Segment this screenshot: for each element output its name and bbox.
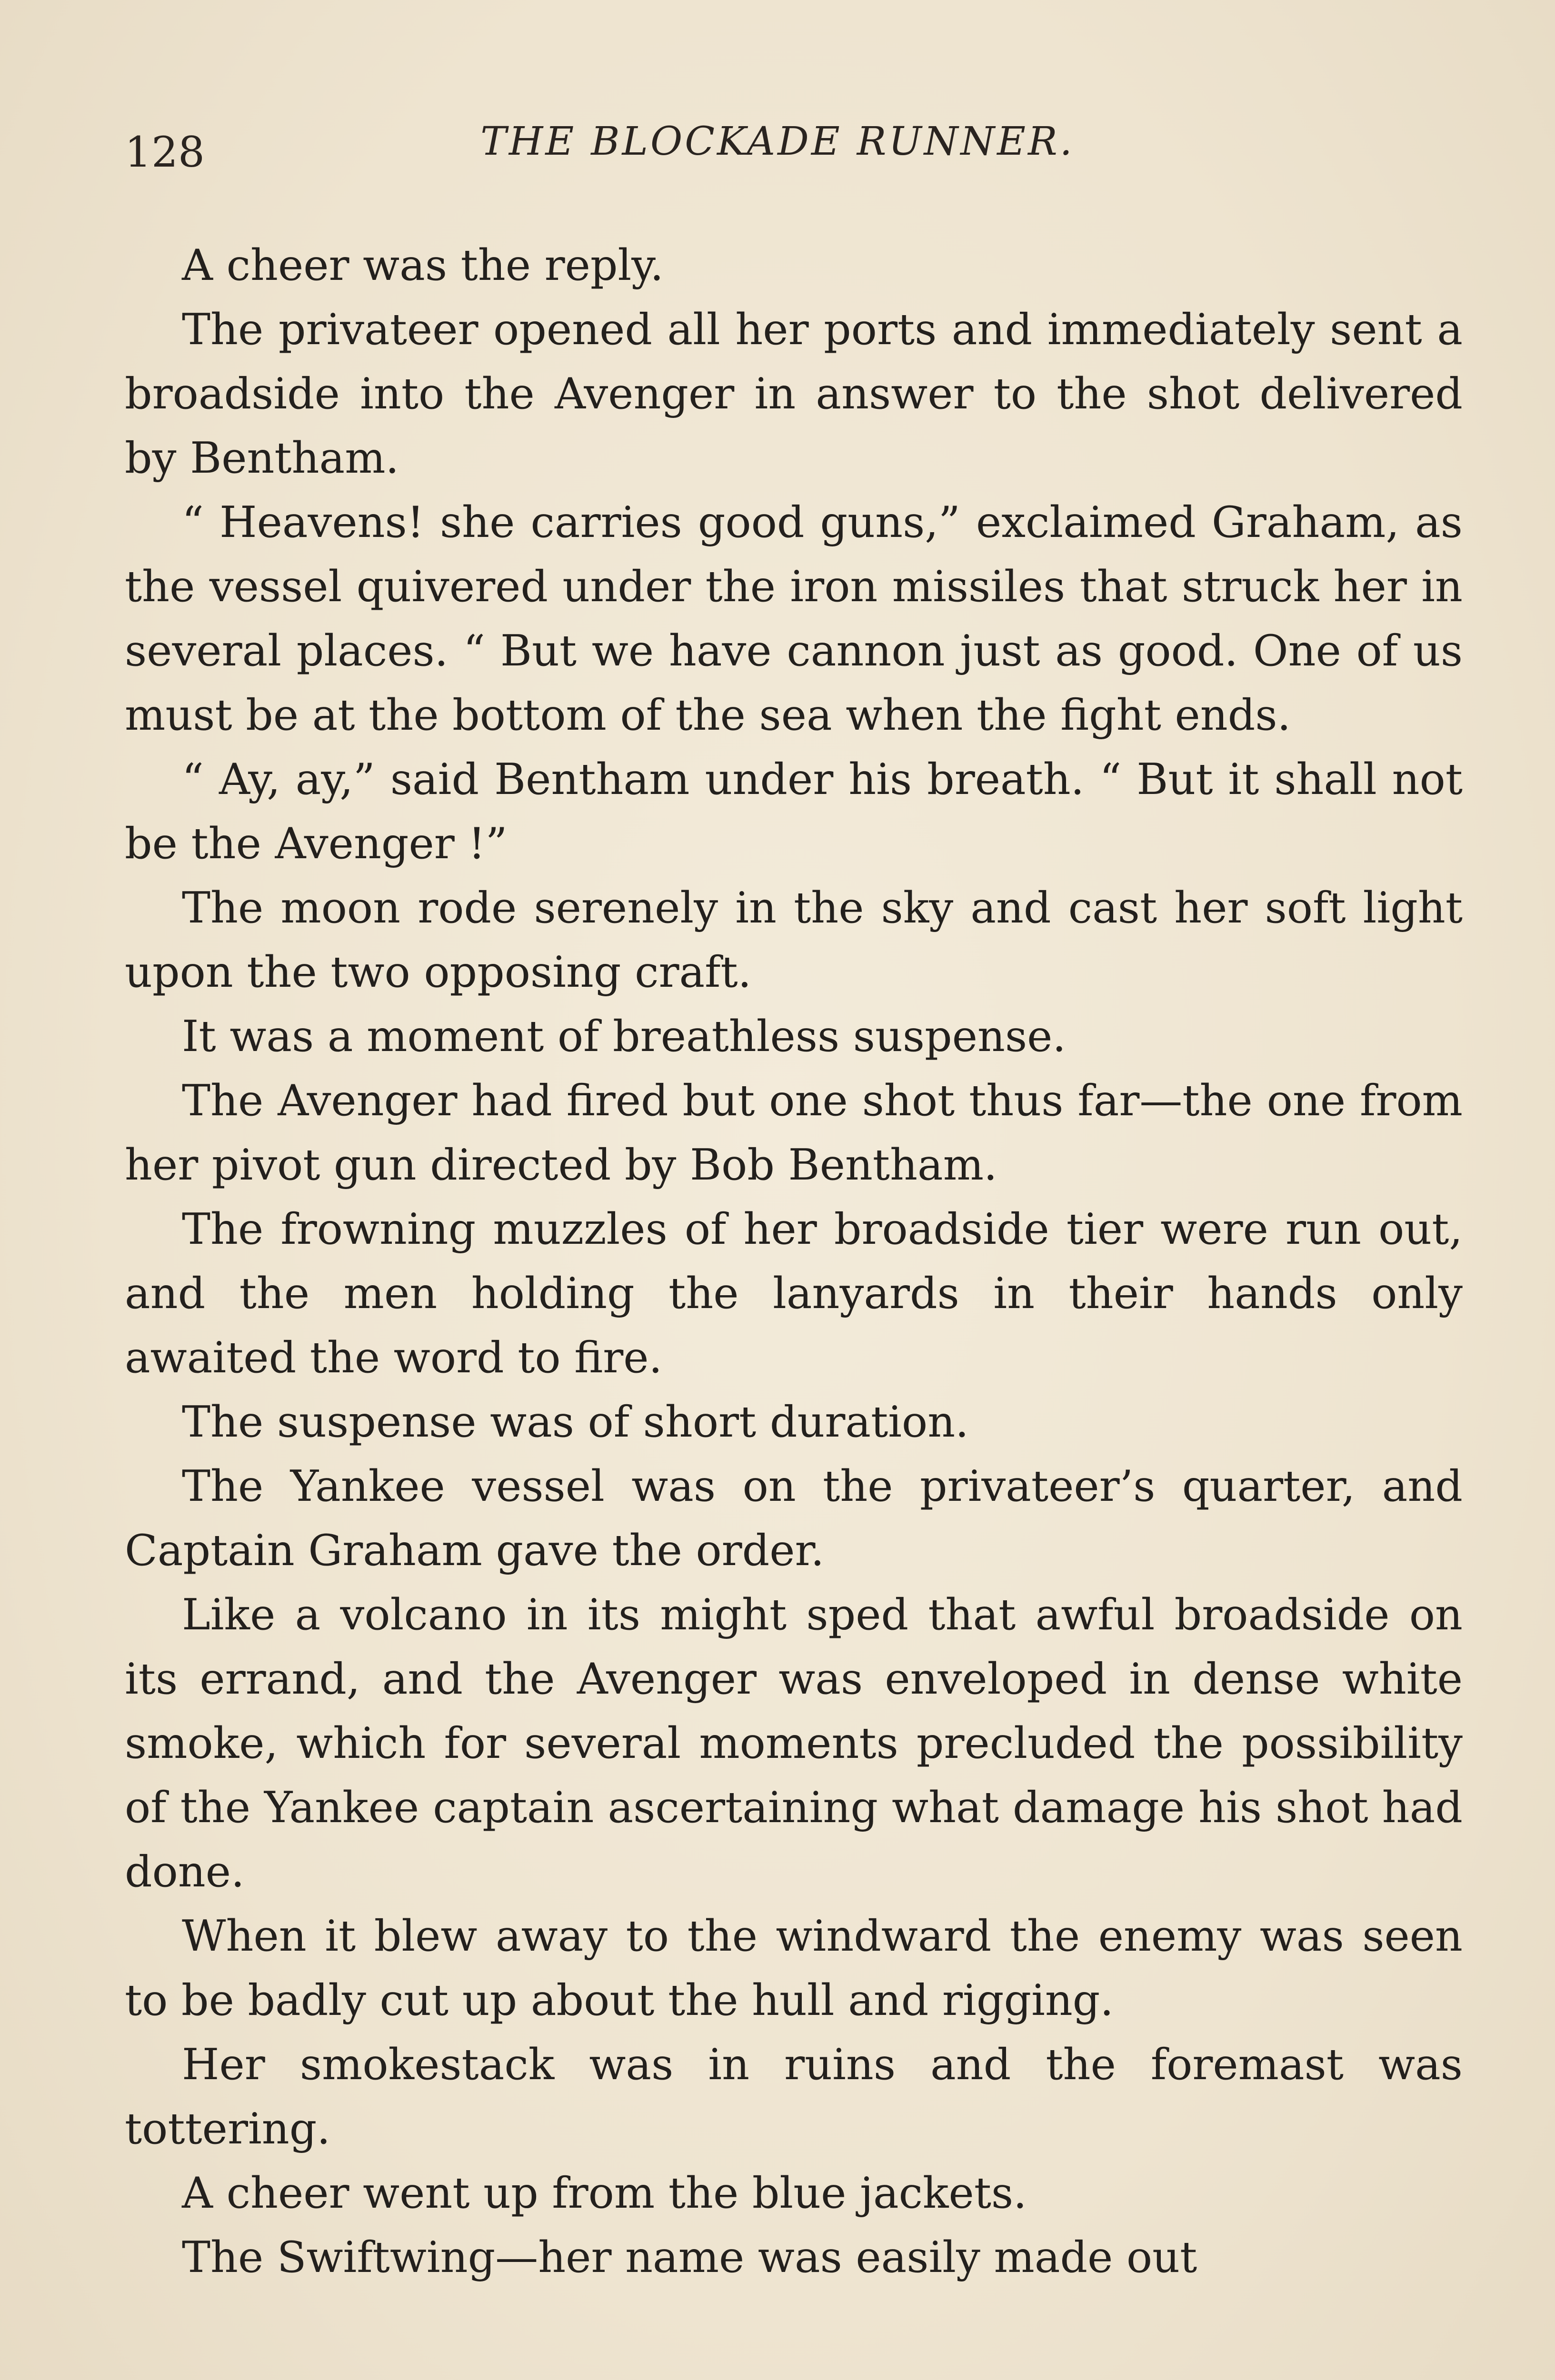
paragraph: It was a moment of breathless suspense. [182,1012,1066,1061]
paragraph: A cheer was the reply. [182,240,664,290]
running-title: THE BLOCKADE RUNNER. [480,119,1075,164]
paragraph: “ Ay, ay,” said Bentham under his breath. “ But it shall not be the Avenger !” [125,754,1463,869]
paragraph: A cheer went up from the blue jackets. [182,2168,1027,2218]
paragraph: The Yankee vessel was on the privateer’s quarter, and Captain Graham gave the order. [125,1461,1463,1576]
paragraph: The moon rode serenely in the sky and cast her soft light upon the two opposing craft. [125,883,1463,997]
paragraph: “ Heavens! she carries good guns,” exclaimed Graham, as the vessel quivered under the iron missiles that struck her in several places. “ But we have cannon just as good. One of us must be at the bottom of the sea when the fight ends. [125,497,1463,740]
paragraph: When it blew away to the windward the enemy was seen to be badly cut up about the hull and rigging. [125,1911,1463,2025]
paragraph: The privateer opened all her ports and immediately sent a broadside into the Avenger in answer to the shot delivered by Bentham. [125,305,1463,483]
paragraph: Like a volcano in its might sped that awful broadside on its errand, and the Avenger was enveloped in dense white smoke, which for several moments precluded the possibility of the Yankee captain ascertaining what damage his shot had done. [125,1590,1463,1897]
paragraph: The suspense was of short duration. [182,1397,969,1447]
paragraph: The Swiftwing—her name was easily made out [182,2232,1197,2282]
body-text [125,233,1463,2290]
page-number: 128 [125,128,205,177]
paragraph: The frowning muzzles of her broadside tier were run out, and the men holding the lanyards in their hands only awaited the word to fire. [125,1204,1463,1383]
paragraph: The Avenger had fired but one shot thus far—the one from her pivot gun directed by Bob Bentham. [125,1076,1463,1190]
paragraph: Her smokestack was in ruins and the foremast was tottering. [125,2040,1463,2154]
